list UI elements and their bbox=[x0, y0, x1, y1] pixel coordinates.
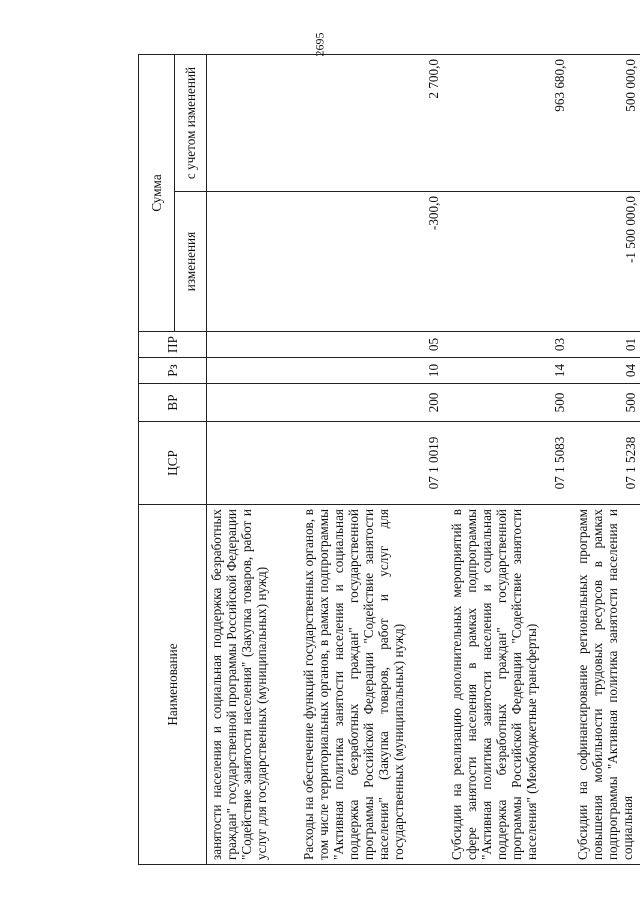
cell-vr: 500 bbox=[447, 384, 573, 422]
cell-name: Субсидии на реализацию дополнительных мероприятий в сфере занятости населения в рамках подпрограммы "Активная политика занятости населения и социальная поддержка безработных граждан" государственной программы Российской Федерации "Содействие занятости населения" (Межбюджетные трансферты) bbox=[447, 505, 573, 865]
cell-change: -300,0 bbox=[299, 192, 447, 332]
cell-name: занятости населения и социальная поддержка безработных граждан" государственной программы Российской Федерации "Содействие занятости населения" (Закупка товаров, работ и услуг для государственных (муниципальных) нужд) bbox=[207, 505, 299, 865]
cell-total: 500 000,0 bbox=[573, 55, 640, 192]
cell-rz: 04 bbox=[573, 358, 640, 384]
cell-pr: 05 bbox=[299, 332, 447, 358]
header-changes: изменения bbox=[175, 192, 207, 332]
header-with-changes: с учетом изменений bbox=[175, 55, 207, 192]
cell-name: Субсидии на софинансирование региональных программ повышения мобильности трудовых ресурсов в рамках подпрограммы "Активная политика занятости населения и социальная bbox=[573, 505, 640, 865]
cell-total: 963 680,0 bbox=[447, 55, 573, 192]
cell-change bbox=[447, 192, 573, 332]
cell-rz: 10 bbox=[299, 358, 447, 384]
header-sum: Сумма bbox=[139, 55, 175, 332]
cell-pr bbox=[207, 332, 299, 358]
cell-change bbox=[207, 192, 299, 332]
cell-rz: 14 bbox=[447, 358, 573, 384]
table-row bbox=[207, 55, 299, 865]
cell-vr bbox=[207, 384, 299, 422]
cell-vr: 500 bbox=[573, 384, 640, 422]
cell-change: -1 500 000,0 bbox=[573, 192, 640, 332]
cell-total: 2 700,0 bbox=[299, 55, 447, 192]
table-row bbox=[447, 55, 573, 865]
cell-pr: 03 bbox=[447, 332, 573, 358]
cell-vr: 200 bbox=[299, 384, 447, 422]
cell-rz bbox=[207, 358, 299, 384]
cell-total bbox=[207, 55, 299, 192]
cell-name: Расходы на обеспечение функций государственных органов, в том числе территориальных органов, в рамках подпрограммы "Активная политика занятости населения и социальная поддержка безработных граждан" государственной программы Российской Федерации "Содействие занятости населения" (Закупка товаров, работ и услуг для государственных (муниципальных) нужд) bbox=[299, 505, 447, 865]
cell-csr bbox=[207, 422, 299, 505]
header-vr: ВР bbox=[139, 384, 207, 422]
cell-pr: 01 bbox=[573, 332, 640, 358]
header-csr: ЦСР bbox=[139, 422, 207, 505]
budget-table bbox=[138, 54, 640, 865]
header-rz: Рз bbox=[139, 358, 207, 384]
header-name: Наименование bbox=[139, 505, 207, 865]
page-number: 2695 bbox=[312, 32, 327, 57]
table-row bbox=[299, 55, 447, 865]
cell-csr: 07 1 0019 bbox=[299, 422, 447, 505]
table-row bbox=[573, 55, 640, 865]
cell-csr: 07 1 5238 bbox=[573, 422, 640, 505]
budget-table-rotated bbox=[138, 55, 638, 865]
cell-csr: 07 1 5083 bbox=[447, 422, 573, 505]
header-pr: ПР bbox=[139, 332, 207, 358]
